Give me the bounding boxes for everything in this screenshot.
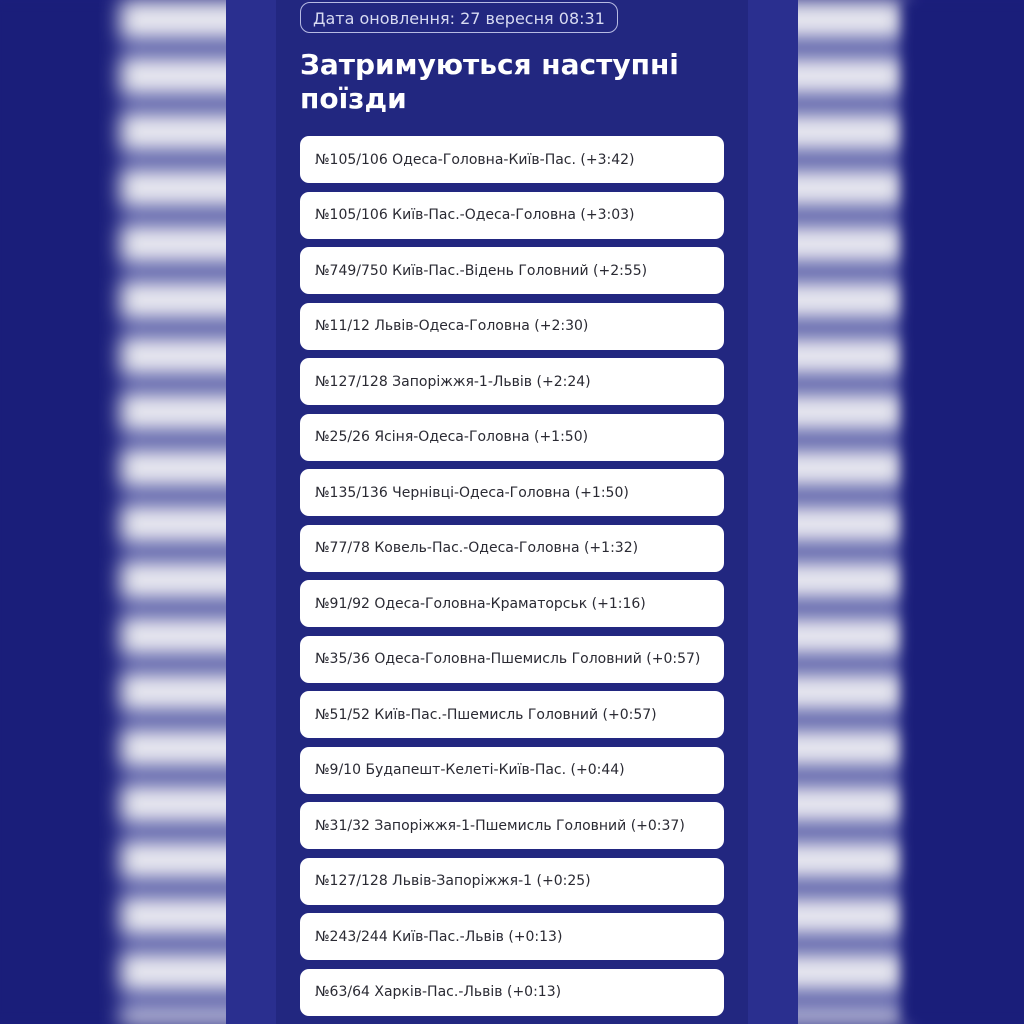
train-item[interactable]: №63/64 Харків-Пас.-Львів (+0:13) [300, 969, 724, 1016]
update-date-badge: Дата оновлення: 27 вересня 08:31 [300, 2, 618, 33]
train-item[interactable]: №127/128 Львів-Запоріжжя-1 (+0:25) [300, 858, 724, 905]
train-item[interactable]: №127/128 Запоріжжя-1-Львів (+2:24) [300, 358, 724, 405]
train-item[interactable]: №11/12 Львів-Одеса-Головна (+2:30) [300, 303, 724, 350]
train-item[interactable]: №749/750 Київ-Пас.-Відень Головний (+2:55) [300, 247, 724, 294]
train-item[interactable]: №25/26 Ясіня-Одеса-Головна (+1:50) [300, 414, 724, 461]
train-item[interactable]: №91/92 Одеса-Головна-Краматорськ (+1:16) [300, 580, 724, 627]
train-item[interactable]: №105/106 Київ-Пас.-Одеса-Головна (+3:03) [300, 192, 724, 239]
delayed-trains-list [300, 136, 724, 1024]
train-item[interactable]: №31/32 Запоріжжя-1-Пшемисль Головний (+0:37) [300, 802, 724, 849]
train-item[interactable]: №9/10 Будапешт-Келеті-Київ-Пас. (+0:44) [300, 747, 724, 794]
page-title: Затримуються наступні поїзди [300, 48, 679, 115]
train-item[interactable]: №105/106 Одеса-Головна-Київ-Пас. (+3:42) [300, 136, 724, 183]
blurred-backdrop-edge-left [0, 0, 120, 1024]
train-item[interactable]: №243/244 Київ-Пас.-Львів (+0:13) [300, 913, 724, 960]
train-item[interactable]: №135/136 Чернівці-Одеса-Головна (+1:50) [300, 469, 724, 516]
train-item[interactable]: №35/36 Одеса-Головна-Пшемисль Головний (+0:57) [300, 636, 724, 683]
train-item[interactable]: №77/78 Ковель-Пас.-Одеса-Головна (+1:32) [300, 525, 724, 572]
blurred-backdrop-edge-right [904, 0, 1024, 1024]
train-item[interactable]: №51/52 Київ-Пас.-Пшемисль Головний (+0:57) [300, 691, 724, 738]
